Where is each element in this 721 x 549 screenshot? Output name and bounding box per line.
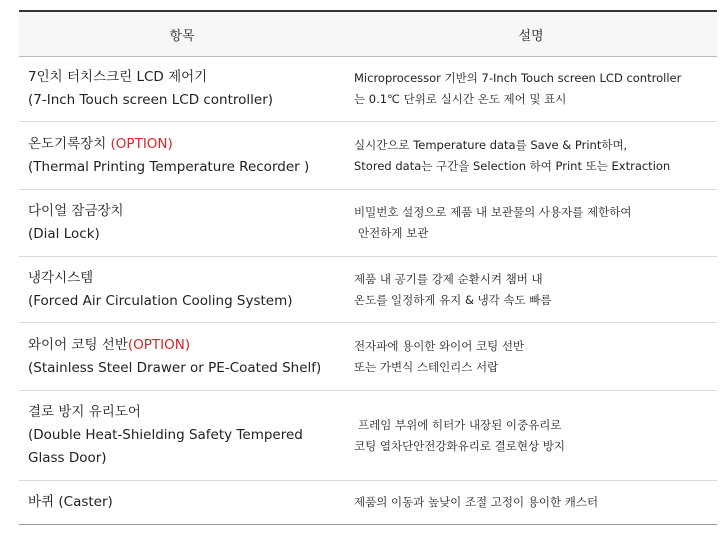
- header-description: 설명: [345, 11, 717, 57]
- description-cell: [345, 57, 717, 122]
- item-name-en: (Thermal Printing Temperature Recorder ): [28, 158, 310, 175]
- item-name-ko: 냉각시스템: [28, 269, 94, 286]
- item-cell: [19, 391, 345, 481]
- spec-table: [19, 10, 717, 525]
- item-name-ko: 결로 방지 유리도어: [28, 404, 141, 420]
- description-cell: [345, 391, 717, 481]
- table-row: [19, 57, 717, 122]
- item-name-ko: 7인치 터치스크린 LCD 제어기: [28, 69, 208, 85]
- item-name-ko: 와이어 코팅 선반: [28, 336, 128, 353]
- description-line: 코팅 열차단안전강화유리로 결로현상 방지: [354, 438, 565, 453]
- item-cell: [19, 481, 345, 525]
- description-cell: [345, 190, 717, 257]
- description-line: 온도를 일정하게 유지 & 냉각 속도 빠름: [354, 292, 552, 307]
- item-cell: [19, 323, 345, 391]
- option-badge: (OPTION): [127, 336, 191, 353]
- description-line: 제품의 이동과 높낮이 조절 고정이 용이한 캐스터: [354, 495, 599, 509]
- description-line: 전자파에 용이한 와이어 코팅 선반: [354, 338, 525, 353]
- description-cell: [345, 122, 717, 190]
- table-row: [19, 391, 717, 481]
- table-row: [19, 122, 717, 190]
- item-cell: [19, 57, 345, 122]
- table-row: [19, 481, 717, 525]
- description-line: Microprocessor 기반의 7-Inch Touch screen LCD controller: [354, 71, 682, 85]
- option-badge: (OPTION): [106, 135, 173, 152]
- table-row: [19, 257, 717, 323]
- description-line: 실시간으로 Temperature data를 Save & Print하며,: [354, 137, 628, 152]
- spec-table-container: [19, 10, 717, 525]
- description-line: 비밀번호 설정으로 제품 내 보관물의 사용자를 제한하여: [354, 205, 632, 219]
- item-name-en: (Forced Air Circulation Cooling System): [28, 292, 293, 309]
- description-cell: [345, 481, 717, 525]
- description-line: Stored data는 구간을 Selection 하여 Print 또는 Extraction: [354, 158, 671, 173]
- item-name-ko: 다이얼 잠금장치: [28, 203, 124, 219]
- description-cell: [345, 323, 717, 391]
- description-line: 또는 가변식 스테인리스 서랍: [354, 359, 499, 374]
- item-name-en: (Double Heat-Shielding Safety Tempered: [28, 427, 303, 443]
- table-header-row: [19, 11, 717, 57]
- header-item: 항목: [19, 11, 345, 57]
- table-row: [19, 190, 717, 257]
- description-line: 제품 내 공기를 강제 순환시켜 챔버 내: [354, 271, 543, 286]
- item-cell: [19, 190, 345, 257]
- item-name-en: (7-Inch Touch screen LCD controller): [28, 92, 274, 108]
- item-name: 바퀴 (Caster): [28, 494, 113, 510]
- item-cell: [19, 257, 345, 323]
- description-line: 는 0.1℃ 단위로 실시간 온도 제어 및 표시: [354, 92, 567, 106]
- description-line: 프레임 부위에 히터가 내장된 이중유리로: [358, 417, 562, 432]
- description-line: 안전하게 보관: [358, 226, 429, 240]
- description-cell: [345, 257, 717, 323]
- item-name-ko: 온도기록장치: [28, 135, 107, 152]
- table-row: [19, 323, 717, 391]
- item-name-en: Glass Door): [28, 450, 107, 466]
- item-name-en: (Stainless Steel Drawer or PE-Coated Shelf): [28, 359, 322, 376]
- item-name-en: (Dial Lock): [28, 226, 100, 242]
- item-cell: [19, 122, 345, 190]
